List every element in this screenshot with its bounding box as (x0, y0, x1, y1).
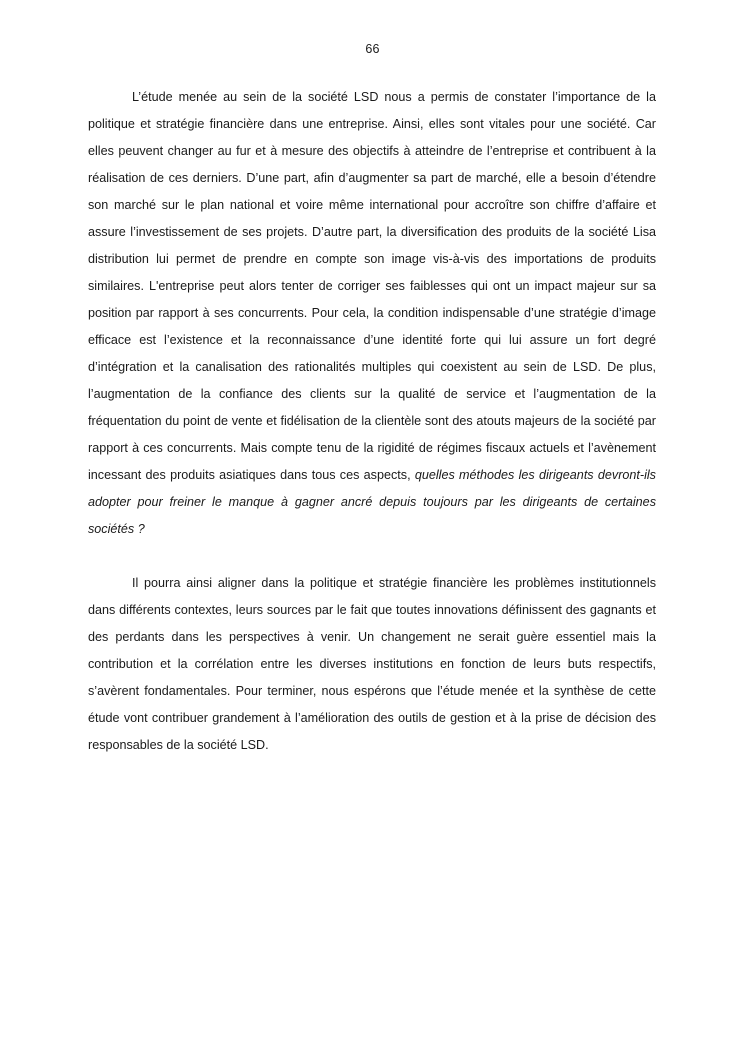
page-number: 66 (365, 42, 380, 56)
paragraph-1-text: L’étude menée au sein de la société LSD nous a permis de constater l’importance de la politique et stratégie financière dans une entreprise. Ainsi, elles sont vitales pour une société. Car elles peuvent changer au fur et à mesure des objectifs à atteindre de l’entreprise et contribuent à la réalisation de ces derniers. D’une part, afin d’augmenter sa part de marché, elle a besoin d’étendre son marché sur le plan national et voire même international pour accroître son chiffre d’affaire et assure l’investissement de ses projets. D’autre part, la diversification des produits de la société Lisa distribution lui permet de prendre en compte son image vis-à-vis des importations de produits similaires. L'entreprise peut alors tenter de corriger ses faiblesses qui ont un impact majeur sur sa position par rapport à ses concurrents. Pour cela, la condition indispensable d’une stratégie d’image efficace est l’existence et la reconnaissance d’une identité forte qui lui assure un fort degré d’intégration et la canalisation des rationalités multiples qui coexistent au sein de LSD. De plus, l’augmentation de la confiance des clients sur la qualité de service et l’augmentation de la fréquentation du point de vente et fidélisation de la clientèle sont des atouts majeurs de la société par rapport à ces concurrents. Mais compte tenu de la rigidité de régimes fiscaux actuels et l’avènement incessant des produits asiatiques dans tous ces aspects, (88, 90, 656, 482)
paragraph-2-text: Il pourra ainsi aligner dans la politique et stratégie financière les problèmes institutionnels dans différents contextes, leurs sources par le fait que toutes innovations définissent des gagnants et des perdants dans les perspectives à venir. Un changement ne serait guère essentiel mais la contribution et la corrélation entre les diverses institutions en fonction de leurs buts respectifs, s’avèrent fondamentales. Pour terminer, nous espérons que l’étude menée et la synthèse de cette étude vont contribuer grandement à l’amélioration des outils de gestion et à la prise de décision des responsables de la société LSD. (88, 576, 656, 752)
paragraph-1-question: quelles méthodes les dirigeants devront-ils adopter pour freiner le manque à gagner ancré depuis toujours par les dirigeants de certaines sociétés ? (88, 468, 656, 536)
document-body (88, 84, 656, 759)
paragraph-conclusion-2 (88, 570, 656, 759)
paragraph-conclusion-1 (88, 84, 656, 543)
